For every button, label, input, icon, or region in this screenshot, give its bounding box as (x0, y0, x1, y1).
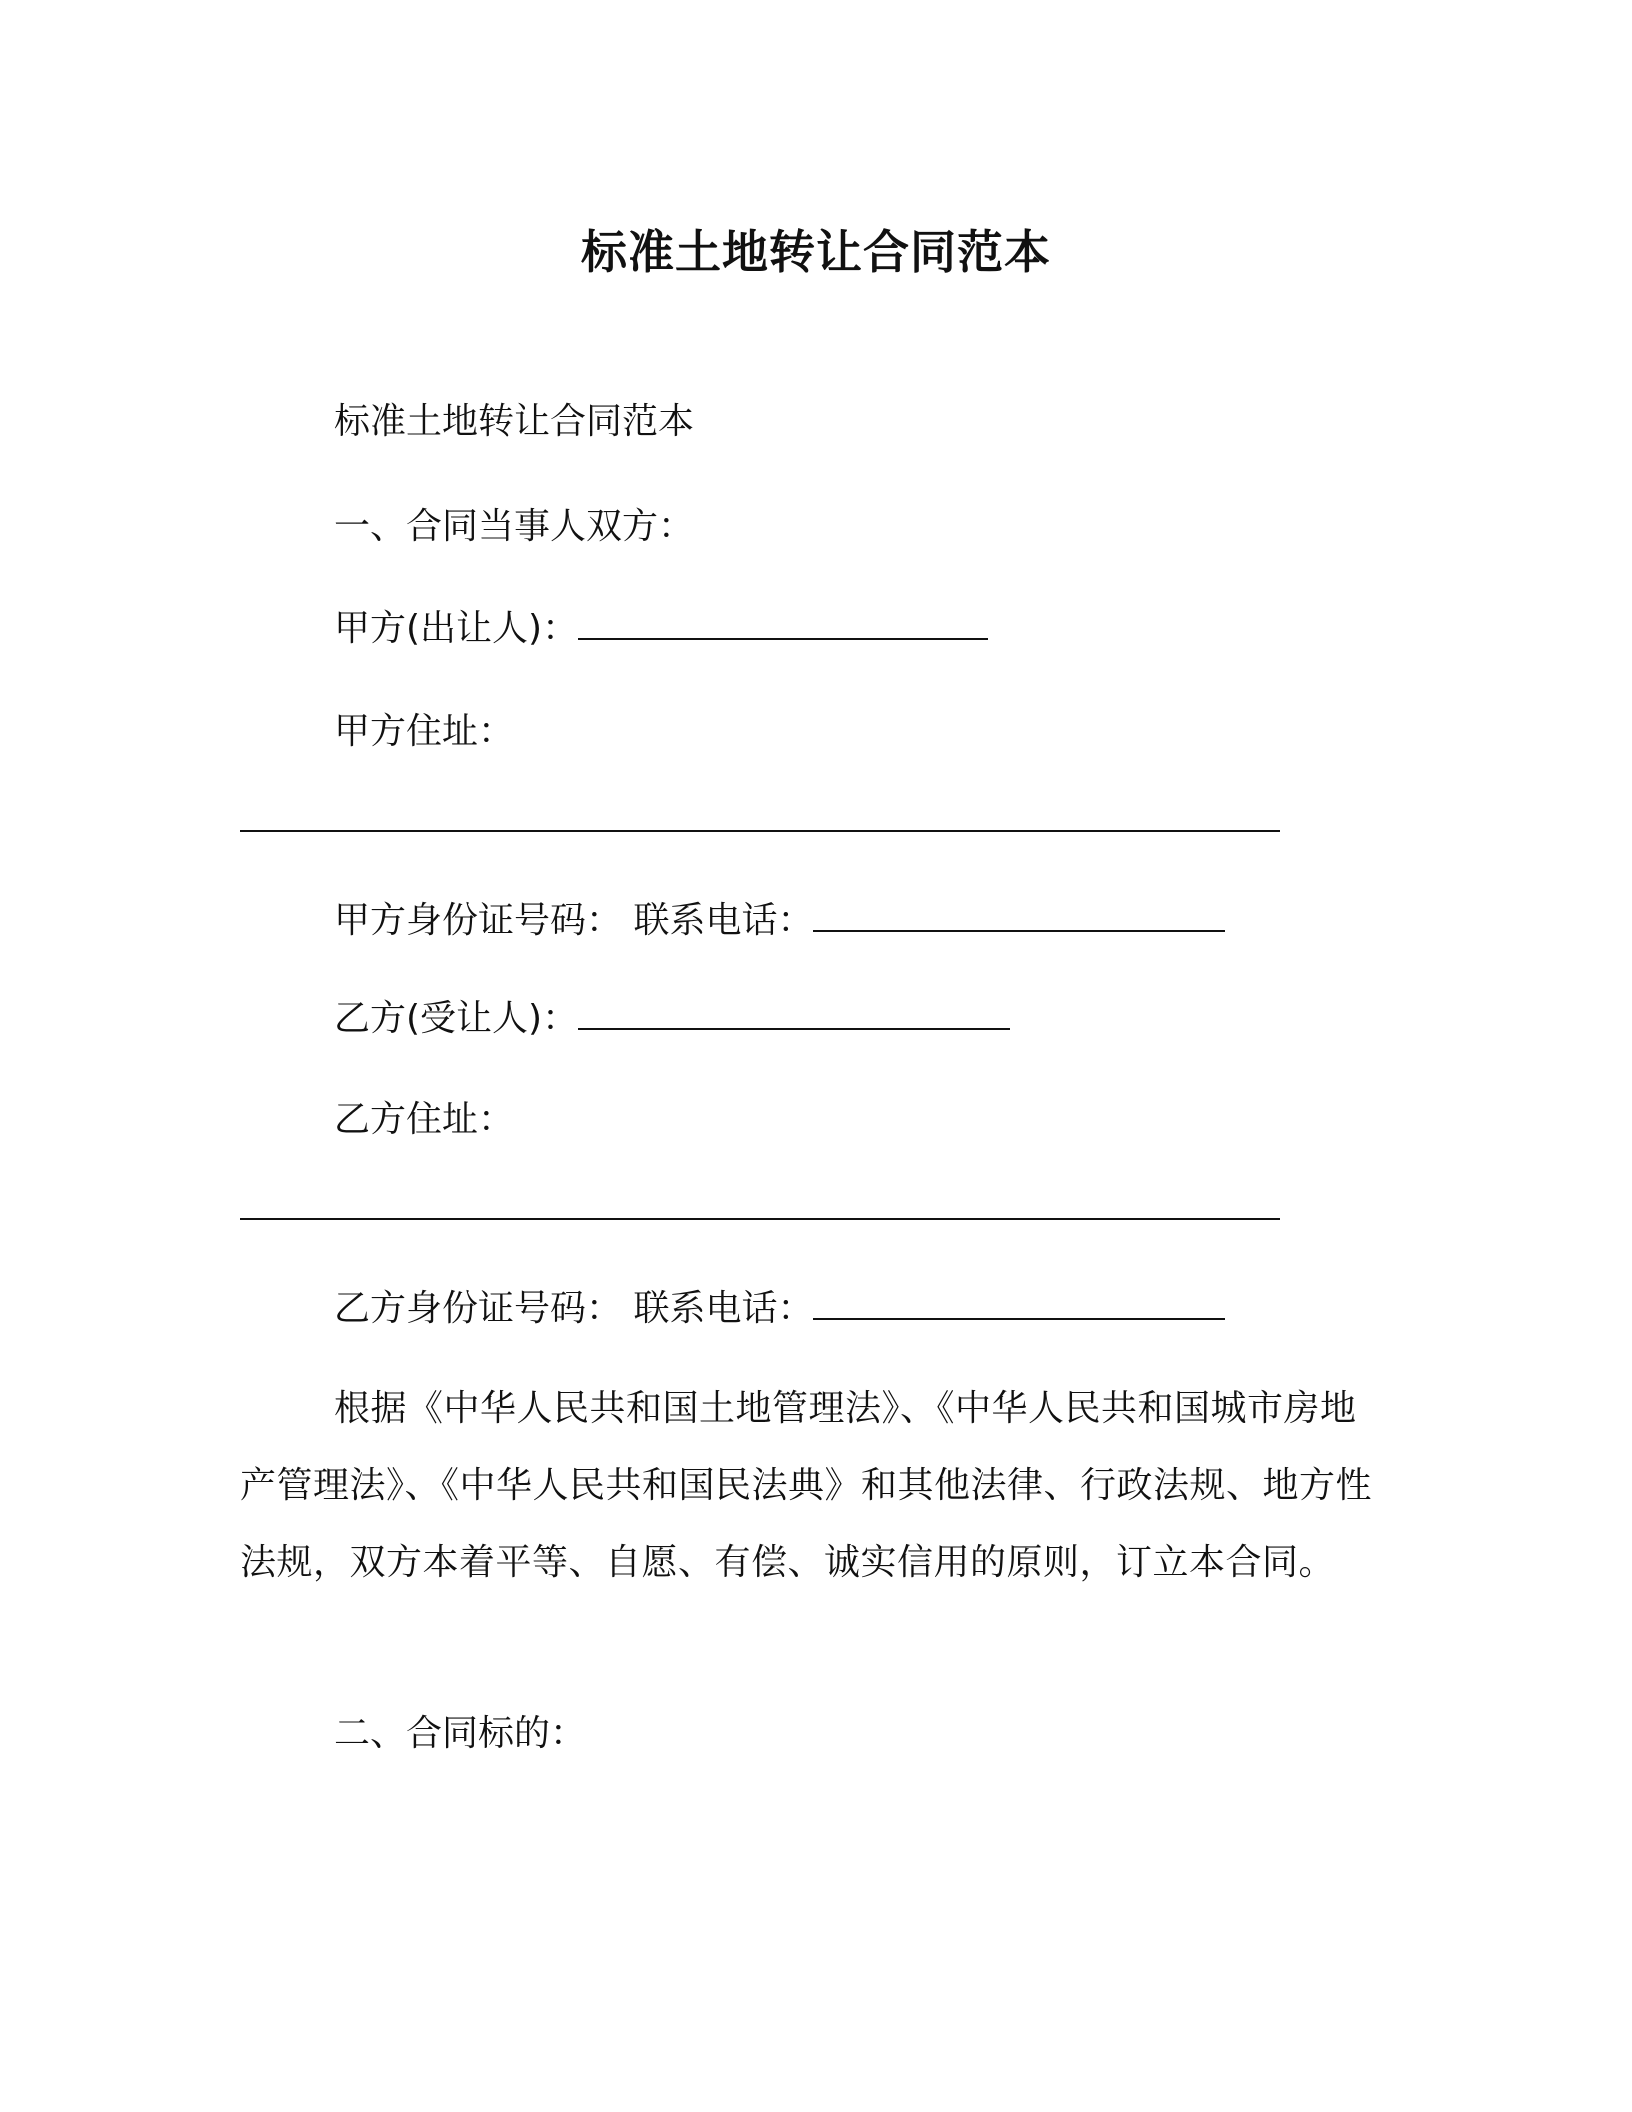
document-title: 标准土地转让合同范本 (581, 225, 1051, 279)
party-a-row (334, 604, 988, 653)
party-a-name-blank[interactable] (578, 604, 988, 640)
party-a-id-phone-label: 甲方身份证号码： 联系电话： (334, 900, 814, 941)
legal-basis-paragraph: 根据《中华人民共和国土地管理法》、《中华人民共和国城市房地产管理法》、《中华人民共和国民法典》和其他法律、行政法规、地方性法规，双方本着平等、自愿、有偿、诚实信用的原则，订立本合同。 (240, 1388, 1373, 1583)
party-b-label: 乙方(受让人)： (334, 998, 579, 1039)
party-a-address-blank[interactable] (240, 830, 1280, 832)
party-b-phone-blank[interactable] (813, 1284, 1225, 1320)
party-b-address-label: 乙方住址： (334, 1099, 515, 1140)
document-subtitle: 标准土地转让合同范本 (334, 401, 695, 442)
section-heading-parties: 一、合同当事人双方： (334, 506, 695, 547)
party-a-address-label: 甲方住址： (334, 711, 515, 752)
party-b-name-blank[interactable] (578, 994, 1010, 1030)
party-a-id-phone-row (334, 896, 1225, 945)
party-b-address-blank[interactable] (240, 1218, 1280, 1220)
party-a-phone-blank[interactable] (813, 896, 1225, 932)
party-b-id-phone-row (334, 1284, 1225, 1333)
party-a-label: 甲方(出让人)： (334, 608, 579, 649)
section-heading-subject: 二、合同标的： (334, 1713, 587, 1754)
party-b-row (334, 994, 1010, 1043)
party-b-id-phone-label: 乙方身份证号码： 联系电话： (334, 1288, 814, 1329)
